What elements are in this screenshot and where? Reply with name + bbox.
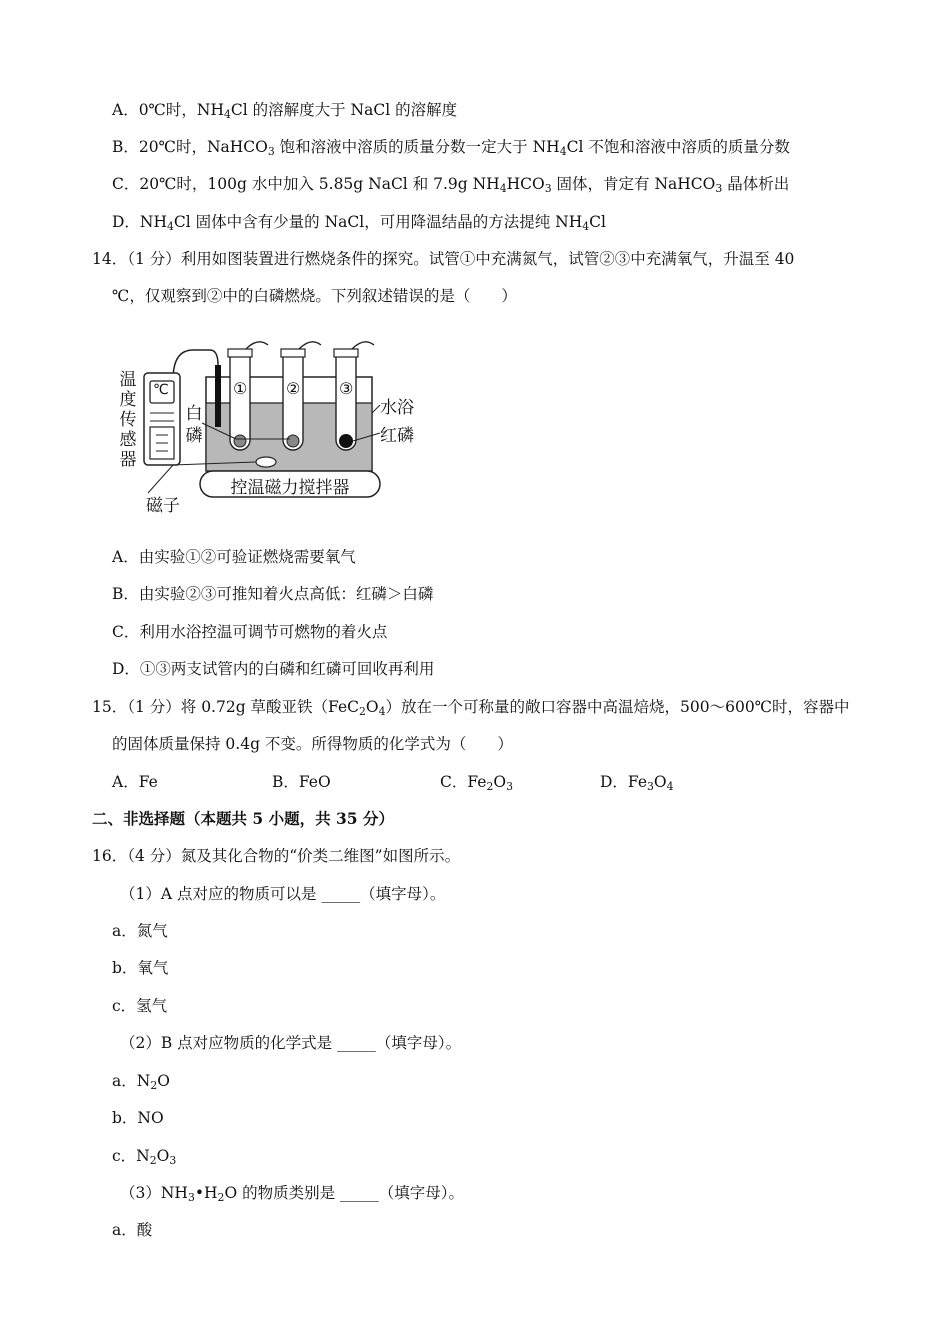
white-phosphorus-2	[287, 435, 299, 447]
section-heading: 二、非选择题（本题共 5 小题，共 35 分）	[92, 809, 394, 828]
q13-option-d: D．$NH_4Cl$ 固体中含有少量的 NaCl，可用降温结晶的方法提纯 $NH_4Cl$	[112, 213, 606, 233]
stir-magnet	[256, 457, 276, 467]
q16-part1: （1）A 点对应的物质可以是 _____（填字母）。	[120, 885, 446, 903]
q14-option-a: A．由实验①②可验证燃烧需要氧气	[112, 548, 356, 566]
q15-option-b: B．FeO	[272, 773, 331, 791]
water-bath-label: 水浴	[380, 398, 414, 418]
q16-part2: （2）B 点对应物质的化学式是 _____（填字母）。	[120, 1034, 462, 1052]
white-phosphorus-label: 白 磷	[185, 404, 203, 446]
q14-stem-line2: ℃，仅观察到②中的白磷燃烧。下列叙述错误的是（ ）	[112, 287, 517, 305]
temperature-probe	[215, 365, 221, 427]
tube-label-2: ②	[286, 379, 301, 398]
q16-part3: $(3)NH_3•H_2O$ 的物质类别是 _____（填字母）。	[120, 1184, 464, 1204]
q16-stem: 16．（4 分）氮及其化合物的“价类二维图”如图所示。	[92, 847, 461, 865]
q16-part2-option-a: a．$N_2O$	[112, 1072, 170, 1092]
q15-stem-line1: 15．（1 分）将 0.72g 草酸亚铁$(FeC_2O_4)$放在一个可称量的敞口容器中高温焙烧，500～600℃时，容器中	[92, 698, 850, 718]
stirrer-label: 控温磁力搅拌器	[230, 478, 350, 498]
q15-stem-line2: 的固体质量保持 0.4g 不变。所得物质的化学式为（ ）	[112, 735, 513, 753]
temperature-sensor-label: 温 度 传 感 器	[119, 370, 137, 470]
red-phosphorus	[339, 434, 353, 448]
q16-part1-option-c: c．氢气	[112, 997, 168, 1015]
q14-option-b: B．由实验②③可推知着火点高低：红磷＞白磷	[112, 585, 434, 603]
red-phosphorus-label: 红磷	[380, 426, 414, 446]
q16-part1-option-b: b．氧气	[112, 959, 169, 977]
q15-option-d: D．$Fe_3O_4$	[600, 773, 674, 793]
q14-option-d: D．①③两支试管内的白磷和红磷可回收再利用	[112, 660, 435, 678]
q13-option-a: A．0℃时，$NH_4Cl$ 的溶解度大于 NaCl 的溶解度	[112, 101, 458, 121]
tube-label-1: ①	[233, 379, 248, 398]
white-phosphorus-1	[234, 435, 246, 447]
q14-stem-line1: 14．（1 分）利用如图装置进行燃烧条件的探究。试管①中充满氮气，试管②③中充满氧气，升温至 40	[92, 250, 795, 268]
magnet-label: 磁子	[146, 496, 180, 516]
tube-label-3: ③	[339, 379, 354, 398]
sensor-display-unit: ℃	[153, 382, 169, 398]
q14-option-c: C．利用水浴控温可调节可燃物的着火点	[112, 623, 388, 641]
q15-option-a: A．Fe	[112, 773, 158, 791]
q16-part2-option-c: c．$N_2O_3$	[112, 1147, 177, 1167]
q15-option-c: C．$Fe_2O_3$	[440, 773, 513, 793]
q16-part1-option-a: a．氮气	[112, 922, 168, 940]
q16-part3-option-a: a．酸	[112, 1221, 153, 1239]
q13-option-c: C．20℃时，100g 水中加入 5.85g NaCl 和 7.9g $NH_4HCO_3$ 固体，肯定有 NaHCO$_3$ 晶体析出	[112, 175, 790, 195]
q13-option-b: B．20℃时，NaHCO$_3$ 饱和溶液中溶质的质量分数一定大于 $NH_4Cl$ 不饱和溶液中溶质的质量分数	[112, 138, 790, 158]
combustion-apparatus-figure	[118, 335, 418, 516]
q16-part2-option-b: b．NO	[112, 1109, 164, 1127]
